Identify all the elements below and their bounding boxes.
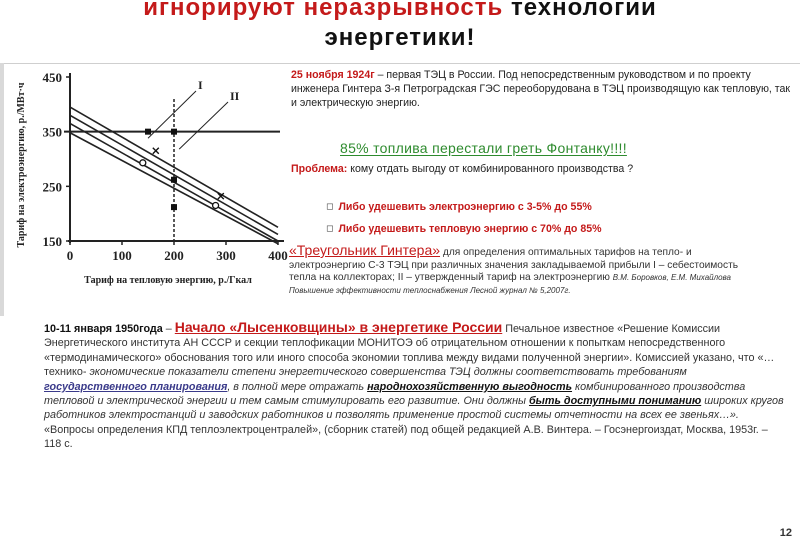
bullet-list — [326, 196, 602, 240]
chart-x-tick-label: 200 — [164, 248, 184, 263]
intro-paragraph — [291, 68, 791, 110]
main-italic-1: экономические показатели степени энергетического совершенства ТЭЦ должны соответствовать требованиям — [89, 366, 687, 379]
title-red-part: игнорируют неразрывность — [143, 0, 504, 21]
chart-square-marker — [171, 177, 177, 183]
chart-circle-marker — [140, 160, 146, 166]
main-headline: Начало «Лысенковщины» в энергетике России — [174, 319, 503, 335]
chart-y-tick-label: 350 — [42, 124, 62, 140]
main-emphasis-benefit: народнохозяйственную выгодность — [367, 380, 573, 393]
chart-y-tick-label: 450 — [42, 70, 62, 85]
gunter-paragraph — [289, 244, 767, 297]
main-italic-2: , в полной мере отражать — [227, 380, 365, 393]
left-accent-bar — [0, 63, 4, 316]
chart-curve-label: II — [230, 89, 240, 103]
chart-x-tick-label: 0 — [66, 248, 74, 263]
bullet-square-icon: ◻ — [326, 223, 334, 233]
chart-curve-label-leader — [179, 102, 228, 149]
chart-square-marker — [145, 129, 151, 135]
chart-circle-marker — [213, 202, 219, 208]
gunter-triangle-chart — [8, 65, 288, 315]
intro-date: 25 ноября 1924г — [291, 69, 375, 81]
slogan-text: 85% топлива перестали греть Фонтанку!!!! — [340, 140, 627, 156]
chart-y-tick-label: 250 — [42, 179, 62, 195]
intro-text: – первая ТЭЦ в России. Под непосредственным руководством и по проекту инженера Гинтера З-я Петроградская ГЭС переоборудована в ТЭЦ производящую как тепловую, так и электрическую энергию. — [291, 69, 791, 109]
main-italic-3: комбинированного производства тепловой и электрической энергии и тем самым стимулировать его развитие. Они должны — [44, 380, 746, 408]
main-text-2: «Вопросы определения КПД теплоэлектроцентралей», (сборник статей) под общей редакцией А.В. Винтера. – Госэнергоиздат, Москва, 1953г. – 118 с. — [44, 423, 768, 451]
chart-square-marker — [171, 204, 177, 210]
gunter-reference: В.М. Боровков, Е.М. Михайлова Повышение эффективности теплоснабжения Лесной журнал № 5,2007г. — [289, 273, 731, 295]
problem-paragraph — [291, 163, 761, 176]
main-date: 10-11 января 1950года — [44, 323, 163, 335]
problem-label: Проблема: — [291, 163, 348, 175]
gunter-title: «Треугольник Гинтера» — [289, 242, 441, 258]
main-emphasis-planning: государственного планирования — [44, 380, 228, 393]
chart-x-tick-label: 100 — [112, 248, 132, 263]
chart-x-axis-label: Тариф на тепловую энергию, р./Гкал — [84, 275, 252, 286]
title-black-part: технологии — [510, 0, 657, 21]
main-italic-4: широких кругов работников электростанций и заводских работников и позволять применение простой системы отчетности на всех ее звеньях…». — [44, 395, 784, 422]
chart-svg — [8, 65, 288, 315]
bullet-item: ◻ Либо удешевить электроэнергию с 3-5% до 55% — [326, 201, 592, 213]
chart-curve-label: I — [198, 78, 203, 92]
chart-y-tick-label: 150 — [42, 234, 62, 249]
gunter-text: для определения оптимальных тарифов на тепло- и электроэнергию С-3 ТЭЦ при различных значения закладываемой прибыли I – себестоимость тепла на коллекторах; II – утвержденный тариф на электроэнергию — [289, 247, 739, 283]
bullet-item: ◻ Либо удешевить тепловую энергию с 70% до 85% — [326, 223, 602, 235]
header-divider — [0, 63, 800, 64]
chart-x-tick-label: 400 — [268, 248, 288, 263]
main-dash: – — [165, 323, 172, 335]
main-text-1: Печальное известное «Решение Комиссии Энергетического института АН СССР и секции теплофикации МОНИТОЭ об отрицательном отношении к попыткам непосредственного «термодинамического» обоснования того или иного способа экономии топлива между видами полученной энергии». Комиссией указано, что «…технико- — [44, 323, 775, 379]
main-emphasis-understanding: быть доступными пониманию — [528, 395, 702, 408]
bullet-square-icon: ◻ — [326, 201, 334, 211]
chart-x-tick-label: 300 — [216, 248, 236, 263]
slide-title-line1 — [0, 0, 800, 22]
page-number: 12 — [779, 527, 792, 539]
slide-title-line2: энергетики! — [324, 24, 476, 51]
main-paragraph — [44, 320, 784, 452]
problem-text: кому отдать выгоду от комбинированного производства ? — [350, 163, 634, 175]
chart-square-marker — [171, 129, 177, 135]
chart-y-axis-label: Тариф на электроэнергию, р./МВт·ч — [16, 82, 27, 248]
